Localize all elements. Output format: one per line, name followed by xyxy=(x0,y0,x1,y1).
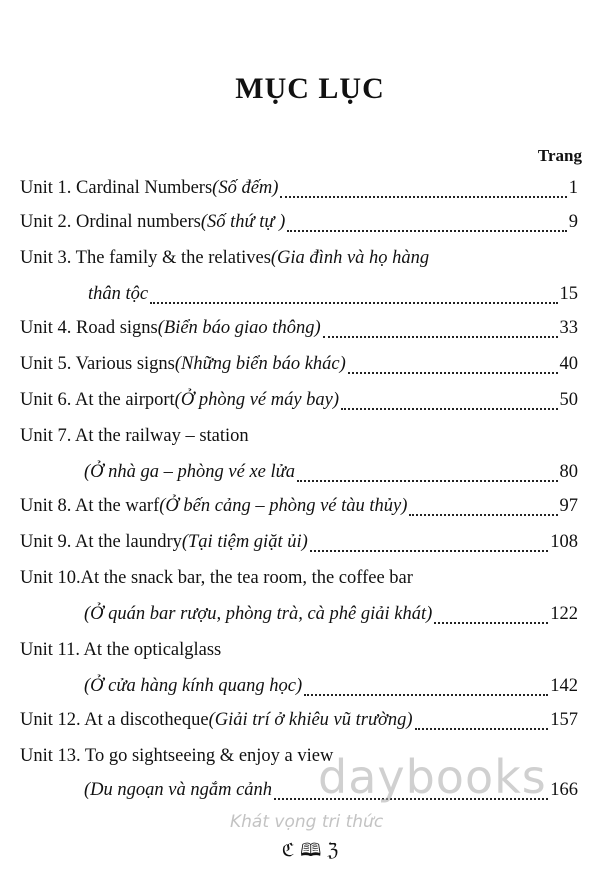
toc-entry-unit-11[interactable] xyxy=(20,640,578,666)
entry-title-en: Unit 7. At the railway – station xyxy=(20,426,249,446)
dot-leader xyxy=(434,621,548,624)
toc-entry-unit-4[interactable] xyxy=(20,318,578,344)
dot-leader xyxy=(304,693,548,696)
entry-continuation: thân tộc xyxy=(88,284,149,304)
entry-title-en: Unit 5. Various signs xyxy=(20,354,175,374)
page-column-label: Trang xyxy=(537,146,582,165)
entry-title-en: Unit 11. At the opticalglass xyxy=(20,640,222,660)
entry-continuation: (Ở quán bar rượu, phòng trà, cà phê giải khát) xyxy=(84,604,433,624)
toc-entry-unit-7-continued[interactable] xyxy=(84,462,578,488)
toc-entry-unit-2[interactable] xyxy=(20,212,578,238)
watermark-slogan: Khát vọng tri thức xyxy=(230,812,384,832)
entry-title-en: Unit 3. The family & the relatives xyxy=(20,248,271,268)
entry-title-vi: (Biển báo giao thông) xyxy=(157,318,321,338)
dot-leader xyxy=(341,407,557,410)
dot-leader xyxy=(150,301,557,304)
entry-title-vi: (Ở phòng vé máy bay) xyxy=(174,390,340,410)
dot-leader xyxy=(310,549,548,552)
page-number: 1 xyxy=(568,178,578,198)
entry-title-en: Unit 8. At the warf xyxy=(20,496,160,516)
book-ornament-icon: ℭ 🕮 ℨ xyxy=(281,840,339,861)
toc-entry-unit-5[interactable] xyxy=(20,354,578,380)
watermark-logo: daybooks xyxy=(318,750,547,804)
dot-leader xyxy=(348,371,558,374)
page-number: 97 xyxy=(559,496,578,516)
page-number: 9 xyxy=(568,212,578,232)
entry-title-vi: (Số đếm) xyxy=(212,178,279,198)
toc-entry-unit-9[interactable] xyxy=(20,532,578,558)
toc-entry-unit-3[interactable] xyxy=(20,248,578,274)
page-number: 15 xyxy=(559,284,578,304)
entry-title-vi: (Số thứ tự ) xyxy=(200,212,286,232)
dot-leader xyxy=(280,195,566,198)
toc-entry-unit-3-continued[interactable] xyxy=(88,284,578,310)
page-number: 142 xyxy=(550,676,578,696)
dot-leader xyxy=(297,479,558,482)
entry-title-vi: (Những biển báo khác) xyxy=(174,354,346,374)
page-number: 33 xyxy=(559,318,578,338)
dot-leader xyxy=(409,513,557,516)
entry-title-en: Unit 12. At a discotheque xyxy=(20,710,209,730)
page-number: 157 xyxy=(550,710,578,730)
toc-entry-unit-10-continued[interactable] xyxy=(84,604,578,630)
toc-entry-unit-7[interactable] xyxy=(20,426,578,452)
toc-entry-unit-6[interactable] xyxy=(20,390,578,416)
page-number: 108 xyxy=(550,532,578,552)
entry-title-vi: (Gia đình và họ hàng xyxy=(270,248,430,268)
page-title: MỤC LỤC xyxy=(235,72,385,105)
entry-title-en: Unit 2. Ordinal numbers xyxy=(20,212,201,232)
entry-title-vi: (Ở bến cảng – phòng vé tàu thủy) xyxy=(159,496,408,516)
dot-leader xyxy=(415,727,549,730)
page-number: 50 xyxy=(559,390,578,410)
toc-entry-unit-1[interactable] xyxy=(20,178,578,204)
dot-leader xyxy=(323,335,558,338)
entry-title-en: Unit 10.At the snack bar, the tea room, the coffee bar xyxy=(20,568,413,588)
entry-continuation: (Ở cửa hàng kính quang học) xyxy=(84,676,303,696)
toc-entry-unit-12[interactable] xyxy=(20,710,578,736)
page-number: 80 xyxy=(559,462,578,482)
toc-entry-unit-10[interactable] xyxy=(20,568,578,594)
dot-leader xyxy=(287,229,566,232)
entry-continuation: (Du ngoạn và ngắm cảnh xyxy=(84,780,273,800)
entry-title-vi: (Giải trí ở khiêu vũ trường) xyxy=(208,710,413,730)
toc-entry-unit-8[interactable] xyxy=(20,496,578,522)
entry-title-en: Unit 13. To go sightseeing & enjoy a view xyxy=(20,746,334,766)
entry-title-en: Unit 9. At the laundry xyxy=(20,532,182,552)
page-number: 40 xyxy=(559,354,578,374)
entry-title-en: Unit 4. Road signs xyxy=(20,318,158,338)
entry-title-en: Unit 1. Cardinal Numbers xyxy=(20,178,213,198)
page-number: 166 xyxy=(550,780,578,800)
entry-continuation: (Ở nhà ga – phòng vé xe lửa xyxy=(84,462,295,482)
entry-title-vi: (Tại tiệm giặt ủi) xyxy=(181,532,308,552)
toc-entry-unit-11-continued[interactable] xyxy=(84,676,578,702)
entry-title-en: Unit 6. At the airport xyxy=(20,390,175,410)
page-number: 122 xyxy=(550,604,578,624)
